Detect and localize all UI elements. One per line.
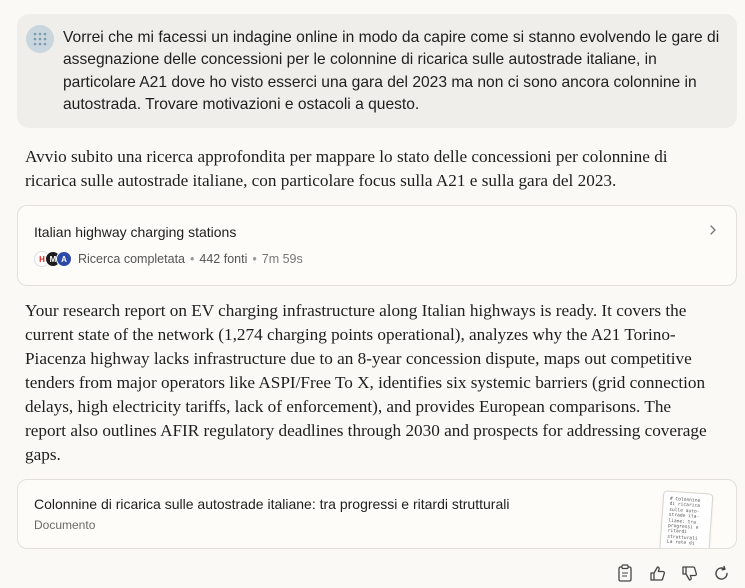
copy-button[interactable] xyxy=(615,563,635,583)
copy-icon xyxy=(617,564,633,582)
research-card[interactable] xyxy=(17,205,737,286)
message-actions xyxy=(615,563,731,583)
source-favicon: H xyxy=(34,251,50,267)
document-title: Colonnine di ricarica sulle autostrade italiane: tra progressi e ritardi strutturali xyxy=(34,496,510,512)
research-status: Ricerca completata xyxy=(78,252,185,266)
document-thumbnail: # Colonnine di ricarica sulle auto-strade ita-liane: tra progressi e ritardi strutturali La rete di xyxy=(659,490,714,549)
user-message xyxy=(17,14,737,128)
grid-avatar-icon xyxy=(32,31,48,47)
research-title: Italian highway charging stations xyxy=(34,224,237,240)
retry-icon xyxy=(713,565,730,582)
thumbs-up-icon xyxy=(649,565,666,582)
thumbs-up-button[interactable] xyxy=(647,563,667,583)
source-favicons xyxy=(34,251,72,267)
separator-dot: • xyxy=(252,252,257,266)
document-type: Documento xyxy=(34,518,96,532)
research-duration: 7m 59s xyxy=(261,252,303,266)
research-meta xyxy=(34,251,303,267)
separator-dot: • xyxy=(190,252,195,266)
retry-button[interactable] xyxy=(711,563,731,583)
research-sources: 442 fonti xyxy=(199,252,248,266)
thumbs-down-icon xyxy=(681,565,698,582)
source-favicon: A xyxy=(56,251,72,267)
assistant-intro: Avvio subito una ricerca approfondita per mappare lo stato delle concessioni per colonnine di ricarica sulle autostrade italiane, con particolare focus sulla A21 e sulla gara del 2023. xyxy=(25,147,668,190)
chevron-right-icon xyxy=(708,225,718,235)
assistant-summary: Your research report on EV charging infrastructure along Italian highways is ready. It covers the current state of the network (1,274 charging points operational), analyzes why the A21 Torino-Piacenza highway lacks infrastructure due to an 8-year concession dispute, maps out competitive tenders from major operators like ASPI/Free To X, identifies six systemic barriers (grid connection delays, high electricity tariffs, lack of enforcement), and provides European comparisons. The report also outlines AFIR regulatory deadlines through 2030 and prospects for addressing coverage gaps. xyxy=(25,301,707,464)
document-card[interactable] xyxy=(17,479,737,549)
thumbs-down-button[interactable] xyxy=(679,563,699,583)
source-favicon: M xyxy=(45,251,61,267)
user-message-text: Vorrei che mi facessi un indagine online in modo da capire come si stanno evolvendo le gare di assegnazione delle concessioni per le colonnine di ricarica sulle autostrade italiane, in particolare A21 dove ho visto esserci una gara del 2023 ma non ci sono ancora colonnine in autostrada. Trovare motivazioni e ostacoli a questo. xyxy=(63,29,720,114)
user-avatar xyxy=(26,25,54,53)
